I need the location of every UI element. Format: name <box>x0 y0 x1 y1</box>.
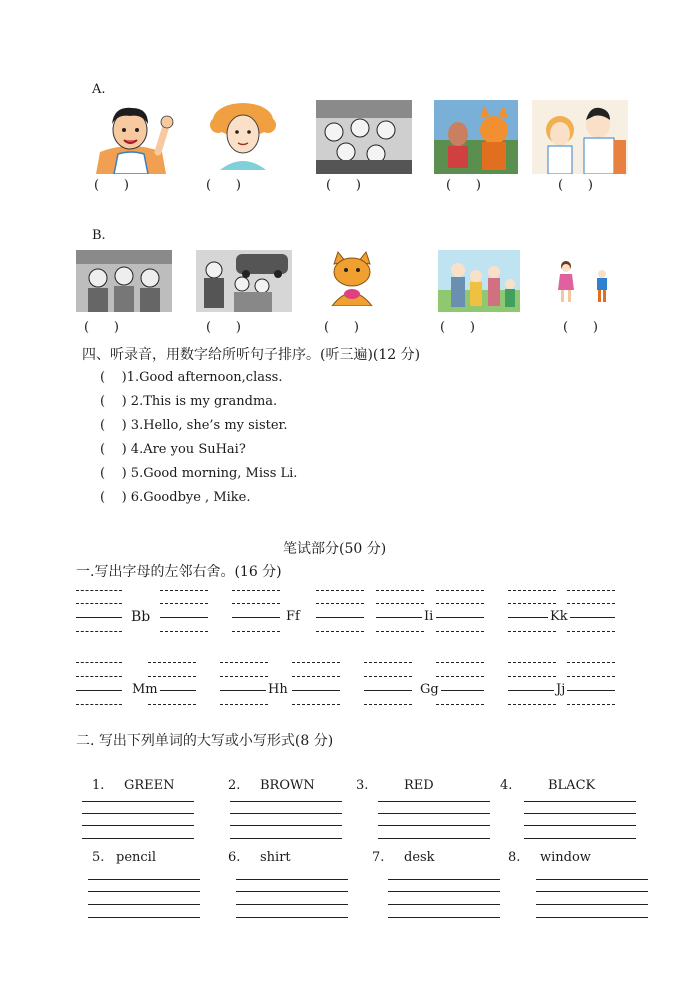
sentence-item-3[interactable]: ( ) 3.Hello, she’s my sister. <box>100 418 288 433</box>
picture-cat-and-mouse <box>434 100 518 174</box>
picture-three-girls <box>76 250 172 312</box>
word-red: RED <box>404 778 434 793</box>
letter-bb: Bb <box>131 609 151 625</box>
word-num-3: 3. <box>356 778 369 793</box>
word-num-1: 1. <box>92 778 105 793</box>
answer-paren-a4[interactable]: ( ) <box>446 178 481 193</box>
sentence-item-1[interactable]: ( )1.Good afternoon,class. <box>100 370 283 385</box>
picture-girl-and-boy-small <box>552 256 614 308</box>
word-black: BLACK <box>548 778 596 793</box>
picture-family-with-car <box>196 250 292 312</box>
letter-ii: Ii <box>424 609 434 624</box>
word-num-4: 4. <box>500 778 513 793</box>
word-num-5: 5. <box>92 850 105 865</box>
letter-ff: Ff <box>286 609 300 624</box>
answer-paren-b2[interactable]: ( ) <box>206 320 241 335</box>
picture-boy-waving <box>86 100 176 174</box>
answer-paren-b1[interactable]: ( ) <box>84 320 119 335</box>
answer-paren-a5[interactable]: ( ) <box>558 178 593 193</box>
letter-kk: Kk <box>550 609 568 624</box>
sentence-item-2[interactable]: ( ) 2.This is my grandma. <box>100 394 278 409</box>
word-num-6: 6. <box>228 850 241 865</box>
answer-paren-a2[interactable]: ( ) <box>206 178 241 193</box>
word-desk: desk <box>404 850 435 865</box>
letter-mm: Mm <box>132 682 158 697</box>
word-num-2: 2. <box>228 778 241 793</box>
letter-hh: Hh <box>268 682 288 697</box>
written-part-title: 笔试部分(50 分) <box>283 541 387 557</box>
letter-jj: Jj <box>556 682 566 697</box>
picture-boy-and-girl <box>532 100 628 174</box>
answer-paren-b3[interactable]: ( ) <box>324 320 359 335</box>
word-window: window <box>540 850 591 865</box>
picture-family-outdoors <box>438 250 520 312</box>
word-green: GREEN <box>124 778 175 793</box>
word-pencil: pencil <box>116 850 156 865</box>
answer-paren-b4[interactable]: ( ) <box>440 320 475 335</box>
word-brown: BROWN <box>260 778 315 793</box>
picture-orange-cat <box>324 250 380 306</box>
sentence-item-4[interactable]: ( ) 4.Are you SuHai? <box>100 442 246 457</box>
word-shirt: shirt <box>260 850 291 865</box>
question-1-title: 一.写出字母的左邻右舍。(16 分) <box>76 564 282 580</box>
picture-curly-hair-woman <box>208 100 278 170</box>
group-b-label: B. <box>92 228 106 243</box>
question-2-title: 二. 写出下列单词的大写或小写形式(8 分) <box>76 733 334 749</box>
answer-paren-b5[interactable]: ( ) <box>563 320 598 335</box>
answer-paren-a1[interactable]: ( ) <box>94 178 129 193</box>
word-num-8: 8. <box>508 850 521 865</box>
letter-gg: Gg <box>420 682 439 697</box>
group-a-label: A. <box>92 82 106 97</box>
word-num-7: 7. <box>372 850 385 865</box>
answer-paren-a3[interactable]: ( ) <box>326 178 361 193</box>
picture-classroom-group <box>316 100 412 174</box>
sentence-item-6[interactable]: ( ) 6.Goodbye , Mike. <box>100 490 251 505</box>
sentence-item-5[interactable]: ( ) 5.Good morning, Miss Li. <box>100 466 298 481</box>
section-4-title: 四、听录音，用数字给所听句子排序。(听三遍)(12 分) <box>82 347 421 363</box>
